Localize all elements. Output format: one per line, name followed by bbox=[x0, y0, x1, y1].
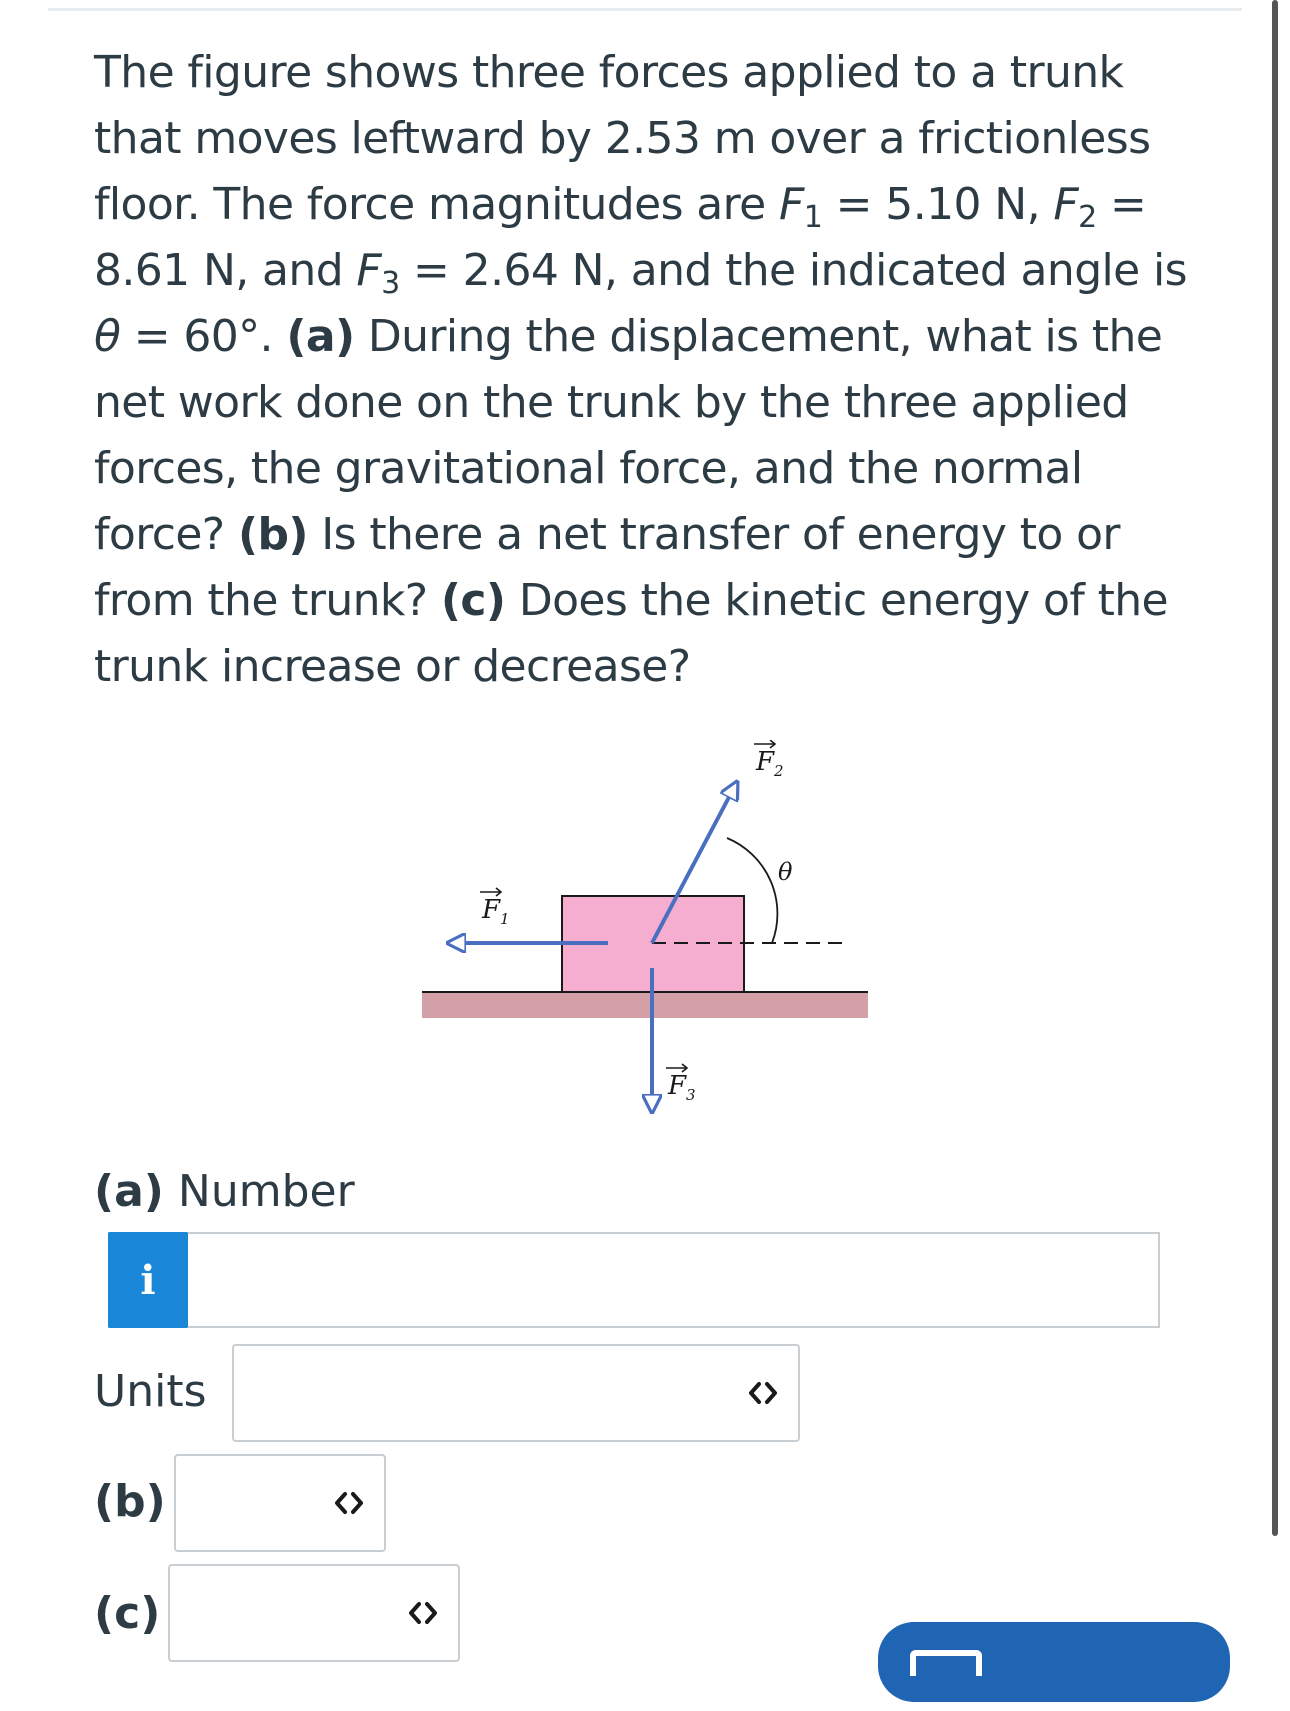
f1-label: $F_1$ bbox=[482, 895, 510, 928]
scrollbar[interactable] bbox=[1272, 0, 1278, 1536]
force-diagram bbox=[400, 740, 900, 1140]
button-icon bbox=[910, 1650, 982, 1676]
c-label: (c) bbox=[94, 1588, 161, 1639]
theta-label: θ bbox=[778, 858, 793, 886]
chevron-updown-icon bbox=[408, 1600, 438, 1626]
number-label: (a) Number bbox=[94, 1166, 355, 1217]
c-select[interactable] bbox=[168, 1564, 460, 1662]
units-label: Units bbox=[94, 1366, 207, 1417]
info-icon[interactable]: i bbox=[108, 1232, 188, 1328]
f3-label: $F_3$ bbox=[668, 1071, 696, 1104]
chevron-updown-icon bbox=[748, 1380, 778, 1406]
number-input[interactable] bbox=[190, 1234, 1158, 1326]
units-select[interactable] bbox=[232, 1344, 800, 1442]
number-field-row bbox=[108, 1232, 1160, 1328]
floor bbox=[422, 992, 868, 1018]
f2-label: $F_2$ bbox=[756, 747, 784, 780]
f1-symbol: F bbox=[779, 179, 804, 230]
b-label: (b) bbox=[94, 1476, 166, 1527]
b-select[interactable] bbox=[174, 1454, 386, 1552]
f2-symbol: F bbox=[1053, 179, 1079, 230]
question-text: The figure shows three forces applied to a trunk that moves leftward by 2.53 m over a frictionless floor. The force magnitudes are $F_1 = 5.10$ N, $F_2 = 8.61$ N, and $F_3 = 2.64$ N, and the indicated angle is θ = 60°. (a) During the displacement, what is the net work done on the trunk by the three applied forces, the gravitational force, and the normal force? (b) Is there a net transfer of energy to or from the trunk? (c) Does the kinetic energy of the trunk increase or decrease? bbox=[94, 47, 1187, 692]
theta-symbol: θ bbox=[94, 311, 121, 362]
chevron-updown-icon bbox=[334, 1490, 364, 1516]
action-button[interactable] bbox=[878, 1622, 1230, 1702]
f3-symbol: F bbox=[356, 245, 382, 296]
